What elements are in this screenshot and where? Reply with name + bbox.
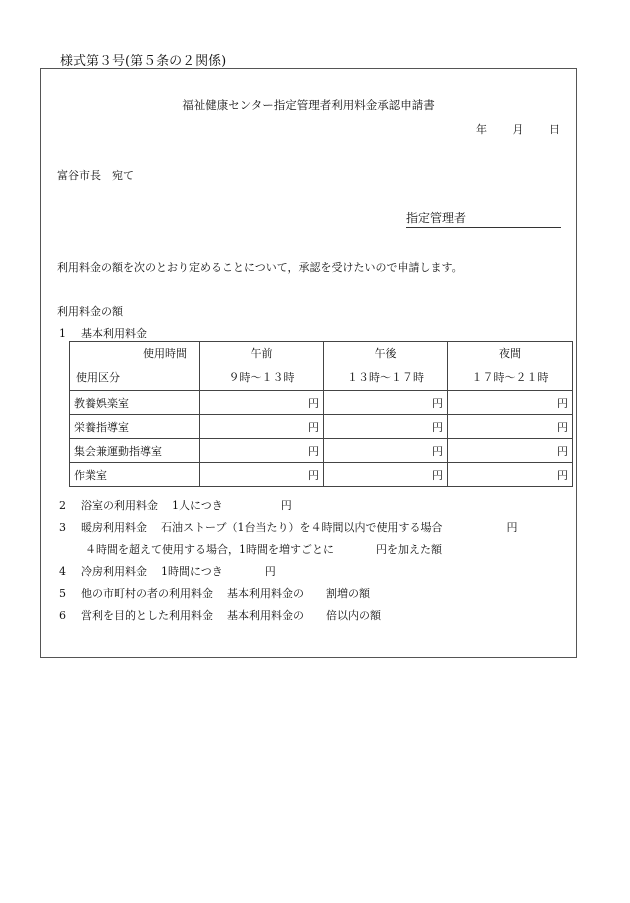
row-label: 作業室 [70,463,200,487]
header-col-name: 夜間 [499,347,521,360]
item-label: 営利を目的とした利用料金 [81,609,213,622]
item-desc: ４時間を超えて使用する場合，1時間を増すごとに [85,543,334,556]
header-col-name: 午後 [374,347,397,360]
fee-input-cell[interactable]: 円 [448,439,573,463]
addressee: 富谷市長 宛て [57,169,134,182]
header-afternoon [324,342,448,391]
item-desc: 基本利用料金の [227,587,304,600]
item-desc: 石油ストーブ（1台当たり）を４時間以内で使用する場合 [161,521,443,534]
item-label: 暖房利用料金 [81,521,147,534]
fee-input-cell[interactable]: 円 [200,415,324,439]
fee-input-cell[interactable]: 円 [324,439,448,463]
item-basic-fee [59,325,147,341]
date-day: 日 [549,123,560,136]
item-desc: 基本利用料金の [227,609,304,622]
form-title: 福祉健康センター指定管理者利用料金承認申請書 [182,98,435,112]
table-row [70,415,573,439]
item-number: 6 [59,609,66,622]
item-label: 他の市町村の者の利用料金 [81,587,213,600]
item-yen[interactable]: 円 [280,499,292,512]
header-col-hours: １３時〜１７時 [347,371,424,384]
header-night [448,342,573,391]
item-suffix[interactable]: 割増の額 [326,587,370,600]
item-unit: 1時間につき [161,565,223,578]
item-label: 基本利用料金 [81,327,147,340]
item-cooling-fee [59,563,276,579]
fee-input-cell[interactable]: 円 [324,415,448,439]
item-number: 2 [59,499,66,512]
header-col-hours: ９時〜１３時 [228,371,295,384]
item-label: 浴室の利用料金 [81,499,158,512]
item-commercial-fee [59,607,381,623]
item-number: 4 [59,565,66,578]
date-line [454,121,560,137]
item-yen[interactable]: 円を加えた額 [376,543,442,556]
item-yen[interactable]: 円 [506,521,518,534]
table-row [70,391,573,415]
fee-input-cell[interactable]: 円 [200,391,324,415]
date-year: 年 [476,123,487,136]
table-row [70,463,573,487]
header-category-label: 使用区分 [76,371,120,384]
header-col-name: 午前 [250,347,273,360]
header-corner-cell [70,342,200,391]
item-unit: 1人につき [172,499,223,512]
item-heating-extra [85,541,442,557]
date-month: 月 [512,123,524,136]
fee-input-cell[interactable]: 円 [200,463,324,487]
item-number: 5 [59,587,66,600]
request-text: 利用料金の額を次のとおり定めることについて，承認を受けたいので申請します。 [57,261,463,274]
fee-input-cell[interactable]: 円 [448,415,573,439]
form-number: 様式第３号(第５条の２関係) [60,54,227,69]
header-time-label: 使用時間 [143,347,187,360]
manager-field[interactable]: 指定管理者 [406,209,561,228]
row-label: 集会兼運動指導室 [70,439,200,463]
table-header-row [70,342,573,391]
table-row [70,439,573,463]
header-col-hours: １７時〜２１時 [471,371,549,384]
item-suffix[interactable]: 倍以内の額 [326,609,381,622]
item-heating-fee [59,519,517,535]
fee-input-cell[interactable]: 円 [200,439,324,463]
item-number: 3 [59,521,66,534]
item-bath-fee [59,497,292,513]
application-form [40,68,577,658]
item-other-city-fee [59,585,370,601]
fee-input-cell[interactable]: 円 [324,463,448,487]
fee-table [69,341,573,487]
item-label: 冷房利用料金 [81,565,147,578]
row-label: 教養娯楽室 [70,391,200,415]
fee-input-cell[interactable]: 円 [448,463,573,487]
row-label: 栄養指導室 [70,415,200,439]
section-title: 利用料金の額 [57,305,123,318]
item-yen[interactable]: 円 [264,565,276,578]
fee-input-cell[interactable]: 円 [448,391,573,415]
header-morning [200,342,324,391]
fee-input-cell[interactable]: 円 [324,391,448,415]
item-number: 1 [59,327,66,340]
